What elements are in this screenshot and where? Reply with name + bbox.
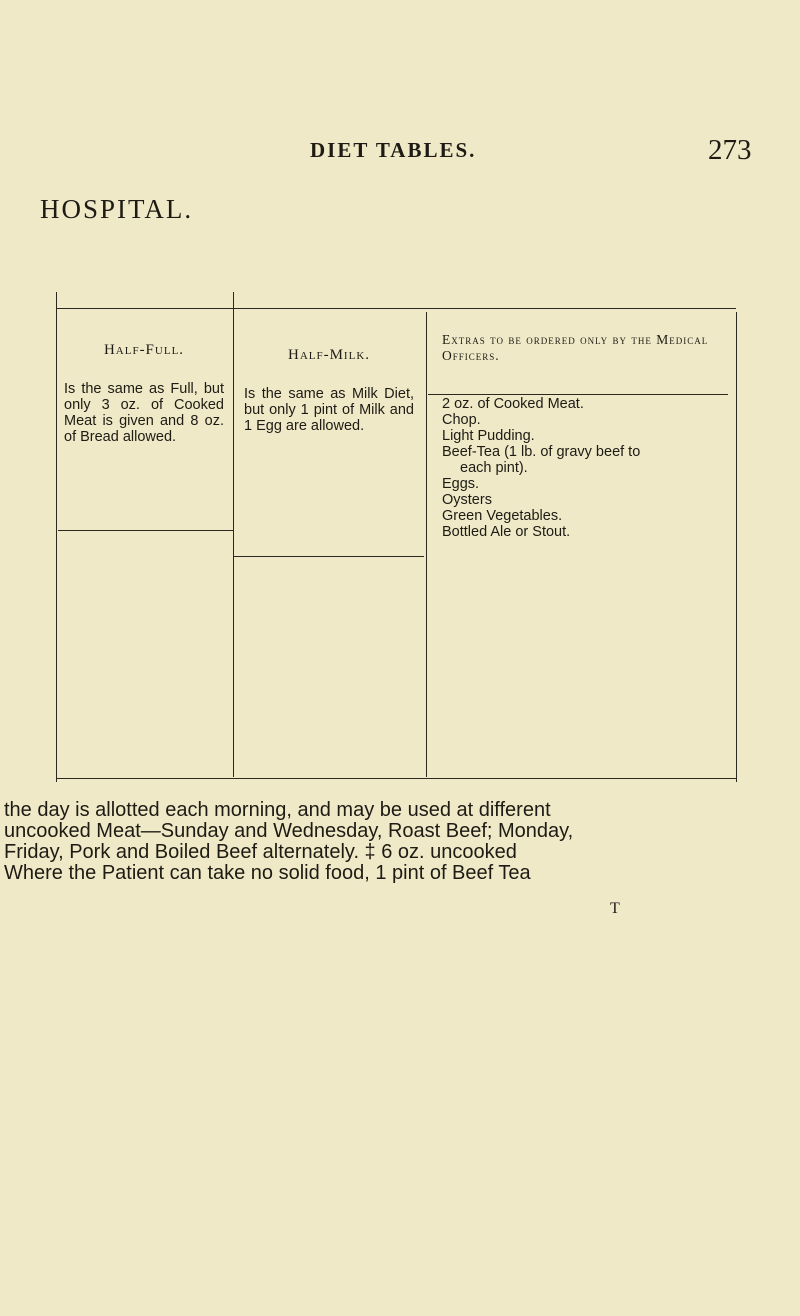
list-item: Beef-Tea (1 lb. of gravy beef to: [442, 444, 641, 460]
column-divider-1: [233, 292, 234, 777]
column-heading: Extras to be ordered only by the Medical Officers.: [442, 332, 709, 363]
list-item: Eggs.: [442, 476, 480, 492]
page-header: [0, 134, 800, 178]
section-title: HOSPITAL.: [40, 194, 194, 224]
running-head: DIET TABLES.: [310, 138, 477, 162]
list-item: Chop.: [442, 412, 481, 428]
list-item: Light Pudding.: [442, 428, 535, 444]
list-item: 2 oz. of Cooked Meat.: [442, 396, 584, 412]
table-right-rule: [736, 312, 737, 782]
list-item: each pint).: [460, 460, 528, 476]
list-item: Green Vegetables.: [442, 508, 563, 524]
column-end-rule-1: [58, 530, 233, 531]
column-half-milk: [244, 347, 414, 434]
column-end-rule-2: [234, 556, 424, 557]
extras-list: [442, 396, 732, 540]
column-half-full: [64, 342, 224, 445]
table-bottom-rule: [56, 778, 736, 779]
footnote-line: Friday, Pork and Boiled Beef alternately. ‡ 6 oz. uncooked: [4, 841, 517, 863]
signature-mark: T: [610, 900, 620, 917]
footnote-line: Where the Patient can take no solid food, 1 pint of Beef Tea: [4, 862, 531, 884]
table-top-rule: [56, 308, 736, 309]
list-item: Bottled Ale or Stout.: [442, 524, 571, 540]
column-text: Is the same as Milk Diet, but only 1 pint of Milk and 1 Egg are allowed.: [244, 386, 414, 434]
list-item: Oysters: [442, 492, 492, 508]
column-divider-2: [426, 312, 427, 777]
column-extras: [442, 332, 732, 540]
table-left-rule: [56, 292, 57, 782]
footnote-line: uncooked Meat—Sunday and Wednesday, Roast Beef; Monday,: [4, 820, 574, 842]
column-heading: Half-Milk.: [287, 347, 371, 363]
footnote: [4, 800, 794, 884]
footnote-line: the day is allotted each morning, and may be used at different: [4, 799, 551, 821]
column-heading: Half-Full.: [103, 342, 185, 358]
column-text: Is the same as Full, but only 3 oz. of Cooked Meat is given and 8 oz. of Bread allowed.: [64, 381, 224, 445]
diet-table: [56, 292, 746, 792]
page-number: 273: [708, 134, 752, 166]
